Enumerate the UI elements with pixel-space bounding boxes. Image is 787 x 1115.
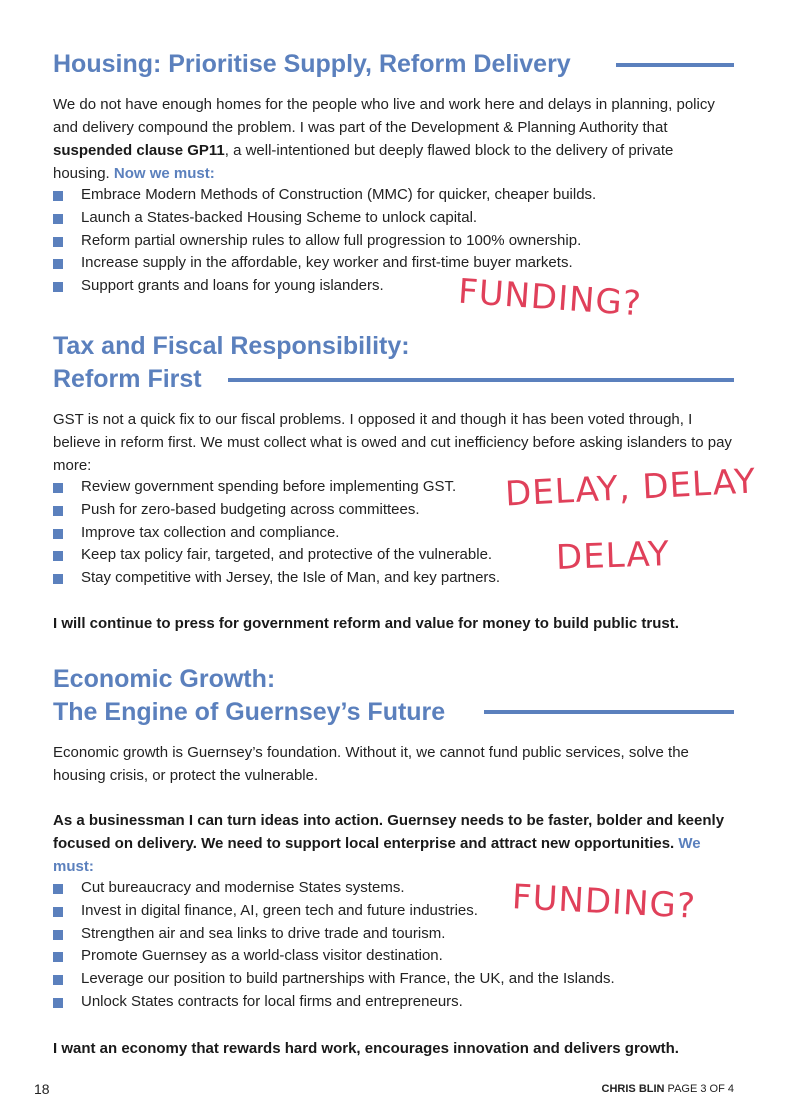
list-item bbox=[53, 184, 596, 207]
footer-author: CHRIS BLIN bbox=[601, 1083, 665, 1095]
growth-bold-text: As a businessman I can turn ideas into action. Guernsey needs to be faster, bolder and keenly focused on delivery. We need to support local enterprise and attract new opportunities. bbox=[53, 812, 725, 852]
list-item-text: Improve tax collection and compliance. bbox=[81, 523, 340, 541]
tax-closing: I will continue to press for government reform and value for money to build public trust. bbox=[53, 615, 679, 632]
housing-lead: Now we must: bbox=[113, 165, 215, 182]
list-item bbox=[53, 522, 500, 545]
square-bullet-icon bbox=[53, 574, 63, 584]
tax-heading bbox=[53, 330, 410, 396]
tax-heading-rule bbox=[228, 378, 734, 382]
list-item bbox=[53, 499, 500, 522]
tax-heading-line2: Reform First bbox=[53, 365, 202, 393]
housing-heading: Housing: Prioritise Supply, Reform Delivery bbox=[53, 50, 571, 78]
square-bullet-icon bbox=[53, 237, 63, 247]
list-item-text: Support grants and loans for young islanders. bbox=[81, 277, 384, 295]
list-item bbox=[53, 991, 615, 1014]
square-bullet-icon bbox=[53, 975, 63, 985]
list-item-text: Launch a States-backed Housing Scheme to unlock capital. bbox=[81, 208, 478, 226]
list-item-text: Embrace Modern Methods of Construction (MMC) for quicker, cheaper builds. bbox=[81, 186, 597, 203]
handwritten-note-funding-2: FUNDING? bbox=[511, 877, 697, 927]
tax-intro: GST is not a quick fix to our fiscal problems. I opposed it and though it has been voted through, I believe in reform first. We must collect what is owed and cut inefficiency before asking islanders to pay more: bbox=[53, 411, 732, 474]
square-bullet-icon bbox=[53, 930, 63, 940]
growth-intro: Economic growth is Guernsey’s foundation. Without it, we cannot fund public services, solve the housing crisis, or protect the vulnerable. bbox=[53, 744, 689, 784]
handwritten-note-delay-1: DELAY, DELAY bbox=[504, 461, 758, 515]
list-item-text: Push for zero-based budgeting across committees. bbox=[81, 500, 420, 518]
housing-intro bbox=[53, 93, 733, 185]
square-bullet-icon bbox=[53, 483, 63, 493]
growth-heading-line2: The Engine of Guernsey’s Future bbox=[53, 698, 446, 726]
list-item-text: Cut bureaucracy and modernise States systems. bbox=[81, 879, 405, 896]
square-bullet-icon bbox=[53, 884, 63, 894]
list-item bbox=[53, 923, 615, 946]
page-number: 18 bbox=[34, 1081, 50, 1097]
growth-heading-rule bbox=[484, 710, 734, 714]
list-item-text: Invest in digital finance, AI, green tech and future industries. bbox=[81, 901, 478, 919]
list-item bbox=[53, 945, 615, 968]
list-item bbox=[53, 567, 500, 590]
growth-heading bbox=[53, 663, 445, 729]
square-bullet-icon bbox=[53, 998, 63, 1008]
handwritten-note-delay-2: DELAY bbox=[555, 534, 671, 578]
list-item-text: Stay competitive with Jersey, the Isle of Man, and key partners. bbox=[81, 569, 501, 587]
list-item bbox=[53, 207, 596, 230]
growth-bold-para bbox=[53, 809, 733, 878]
list-item-text: Promote Guernsey as a world-class visitor destination. bbox=[81, 947, 443, 965]
square-bullet-icon bbox=[53, 952, 63, 962]
list-item bbox=[53, 544, 500, 567]
square-bullet-icon bbox=[53, 529, 63, 539]
housing-intro-end: , a well-intentioned but deeply flawed block to the delivery of private housing. bbox=[53, 142, 674, 182]
list-item-text: Review government spending before implementing GST. bbox=[81, 478, 457, 495]
list-item bbox=[53, 252, 596, 275]
square-bullet-icon bbox=[53, 551, 63, 561]
tax-list bbox=[53, 476, 500, 590]
tax-heading-line1: Tax and Fiscal Responsibility: bbox=[53, 332, 410, 360]
list-item bbox=[53, 476, 500, 499]
housing-heading-rule bbox=[616, 63, 734, 67]
list-item bbox=[53, 968, 615, 991]
footer-page-of: PAGE 3 OF 4 bbox=[664, 1083, 734, 1095]
square-bullet-icon bbox=[53, 191, 63, 201]
growth-closing: I want an economy that rewards hard work, encourages innovation and delivers growth. bbox=[53, 1040, 679, 1057]
list-item-text: Keep tax policy fair, targeted, and protective of the vulnerable. bbox=[81, 546, 493, 564]
square-bullet-icon bbox=[53, 214, 63, 224]
square-bullet-icon bbox=[53, 259, 63, 269]
list-item-text: Leverage our position to build partnerships with France, the UK, and the Islands. bbox=[81, 970, 615, 988]
square-bullet-icon bbox=[53, 907, 63, 917]
housing-intro-bold: suspended clause GP11 bbox=[53, 142, 225, 159]
growth-heading-line1: Economic Growth: bbox=[53, 665, 276, 693]
list-item-text: Strengthen air and sea links to drive trade and tourism. bbox=[81, 924, 446, 942]
footer-author-page bbox=[602, 1083, 734, 1095]
list-item-text: Increase supply in the affordable, key worker and first-time buyer markets. bbox=[81, 254, 573, 272]
list-item bbox=[53, 230, 596, 253]
housing-intro-start: We do not have enough homes for the people who live and work here and delays in planning, policy and delivery compound the problem. I was part of the Development & Planning Authority that bbox=[53, 96, 715, 136]
square-bullet-icon bbox=[53, 282, 63, 292]
list-item-text: Unlock States contracts for local firms and entrepreneurs. bbox=[81, 992, 463, 1010]
handwritten-note-funding-1: FUNDING? bbox=[456, 271, 644, 325]
growth-lead: We must: bbox=[53, 835, 701, 875]
square-bullet-icon bbox=[53, 506, 63, 516]
list-item-text: Reform partial ownership rules to allow full progression to 100% ownership. bbox=[81, 231, 582, 249]
